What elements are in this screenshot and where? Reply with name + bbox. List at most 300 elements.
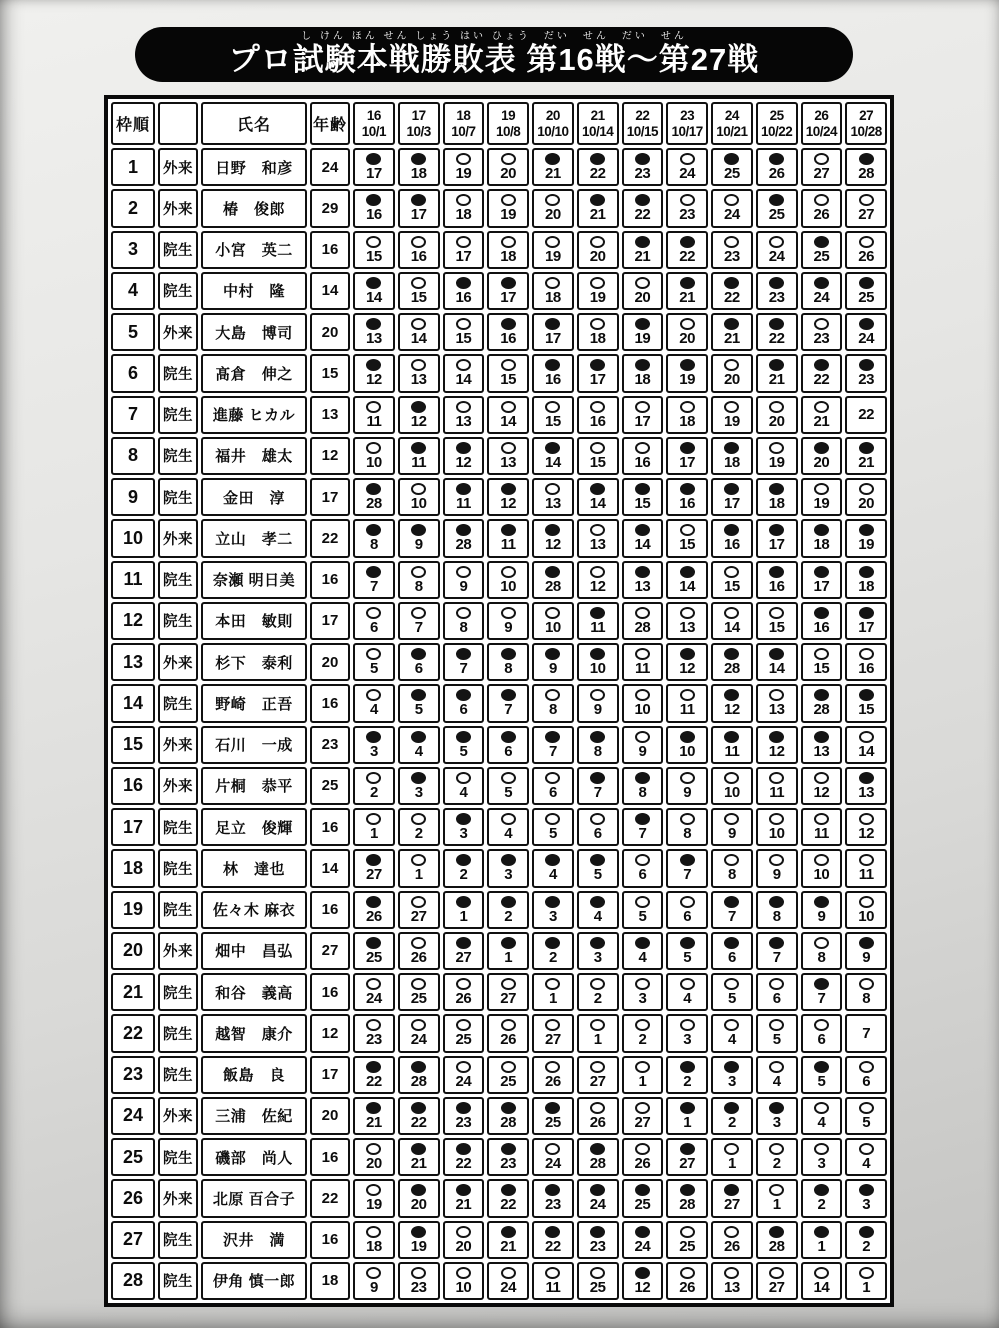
result-cell	[845, 808, 887, 846]
filled-circle-icon	[366, 483, 381, 495]
opponent-number: 17	[768, 536, 785, 554]
filled-circle-icon	[590, 896, 605, 908]
game-number: 24	[724, 108, 739, 124]
result-cell	[756, 767, 798, 805]
opponent-number: 18	[634, 371, 651, 389]
opponent-number: 7	[862, 1024, 871, 1042]
opponent-number: 18	[366, 1237, 382, 1255]
opponent-number: 10	[634, 701, 651, 719]
filled-circle-icon	[635, 483, 650, 495]
opponent-number: 17	[455, 247, 472, 265]
opponent-number: 23	[858, 371, 874, 389]
status-cell: 外来	[158, 1097, 198, 1135]
result-cell	[532, 478, 574, 516]
opponent-number: 6	[459, 701, 468, 719]
opponent-number: 14	[634, 536, 651, 554]
name-cell: 進藤 ヒカル	[201, 396, 307, 434]
result-cell	[845, 519, 887, 557]
opponent-number: 23	[500, 1155, 516, 1173]
opponent-number: 4	[772, 1072, 781, 1090]
result-cell	[666, 932, 708, 970]
result-cell	[801, 808, 843, 846]
opponent-number: 26	[679, 1278, 695, 1296]
result-cell	[577, 684, 619, 722]
rank-cell: 15	[111, 726, 155, 764]
result-cell	[577, 396, 619, 434]
rank-cell: 4	[111, 272, 155, 310]
result-cell	[666, 767, 708, 805]
opponent-number: 21	[366, 1113, 382, 1131]
opponent-number: 20	[455, 1237, 472, 1255]
result-cell	[487, 1014, 529, 1052]
open-circle-icon	[366, 813, 381, 825]
opponent-number: 19	[679, 371, 695, 389]
age-cell: 15	[310, 354, 350, 392]
result-cell	[353, 1097, 395, 1135]
result-cell	[398, 478, 440, 516]
open-circle-icon	[590, 1019, 605, 1031]
result-cell	[353, 437, 395, 475]
opponent-number: 3	[683, 1031, 692, 1049]
opponent-number: 2	[504, 907, 513, 925]
result-cell	[756, 1179, 798, 1217]
result-cell	[711, 1014, 753, 1052]
opponent-number: 27	[679, 1155, 695, 1173]
filled-circle-icon	[859, 153, 874, 165]
result-cell	[532, 973, 574, 1011]
result-cell	[532, 643, 574, 681]
opponent-number: 19	[410, 1237, 427, 1255]
opponent-number: 28	[410, 1072, 427, 1090]
opponent-number: 12	[679, 660, 695, 678]
filled-circle-icon	[456, 1184, 471, 1196]
filled-circle-icon	[635, 1267, 650, 1279]
open-circle-icon	[635, 854, 650, 866]
opponent-number: 21	[410, 1155, 427, 1173]
opponent-number: 21	[545, 165, 561, 183]
result-cell	[398, 1014, 440, 1052]
result-cell	[487, 396, 529, 434]
game-number: 20	[545, 108, 560, 124]
open-circle-icon	[680, 772, 695, 784]
age-cell: 16	[310, 808, 350, 846]
result-cell	[666, 891, 708, 929]
open-circle-icon	[814, 401, 829, 413]
result-cell	[532, 231, 574, 269]
filled-circle-icon	[769, 277, 784, 289]
result-cell	[487, 189, 529, 227]
opponent-number: 22	[500, 1196, 516, 1214]
opponent-number: 10	[858, 907, 874, 925]
rank-cell: 26	[111, 1179, 155, 1217]
result-cell	[443, 1221, 485, 1259]
result-cell	[398, 561, 440, 599]
filled-circle-icon	[680, 1061, 695, 1073]
opponent-number: 9	[593, 701, 602, 719]
result-cell	[845, 1221, 887, 1259]
open-circle-icon	[501, 772, 516, 784]
result-cell	[801, 932, 843, 970]
result-cell	[666, 354, 708, 392]
open-circle-icon	[411, 854, 426, 866]
age-cell: 17	[310, 478, 350, 516]
result-cell	[666, 973, 708, 1011]
result-cell	[577, 602, 619, 640]
status-cell: 院生	[158, 272, 198, 310]
result-cell	[443, 808, 485, 846]
opponent-number: 9	[504, 618, 513, 636]
open-circle-icon	[769, 1267, 784, 1279]
opponent-number: 13	[858, 783, 874, 801]
open-circle-icon	[814, 648, 829, 660]
filled-circle-icon	[366, 524, 381, 536]
result-cell	[801, 1138, 843, 1176]
opponent-number: 19	[858, 536, 874, 554]
filled-circle-icon	[545, 1102, 560, 1114]
title-furigana: し けん ほん せん しょう はい ひょう だい せん だい せん	[301, 31, 687, 43]
open-circle-icon	[769, 978, 784, 990]
result-cell	[398, 602, 440, 640]
result-cell	[577, 1262, 619, 1300]
opponent-number: 8	[369, 536, 378, 554]
result-cell	[443, 973, 485, 1011]
opponent-number: 28	[813, 701, 830, 719]
result-cell	[622, 189, 664, 227]
game-number: 26	[814, 108, 829, 124]
result-cell	[845, 272, 887, 310]
opponent-number: 7	[548, 742, 557, 760]
opponent-number: 12	[724, 701, 740, 719]
result-cell	[756, 189, 798, 227]
filled-circle-icon	[859, 524, 874, 536]
result-cell	[443, 602, 485, 640]
name-cell: 磯部 尚人	[201, 1138, 307, 1176]
filled-circle-icon	[590, 648, 605, 660]
status-cell: 院生	[158, 1138, 198, 1176]
open-circle-icon	[411, 896, 426, 908]
header-game	[532, 102, 574, 145]
result-cell	[756, 1056, 798, 1094]
status-cell: 外来	[158, 148, 198, 186]
result-cell	[532, 1262, 574, 1300]
opponent-number: 4	[727, 1031, 736, 1049]
open-circle-icon	[545, 772, 560, 784]
opponent-number: 26	[768, 165, 785, 183]
rank-cell: 12	[111, 602, 155, 640]
result-cell	[666, 478, 708, 516]
opponent-number: 11	[500, 536, 516, 554]
opponent-number: 24	[500, 1278, 516, 1296]
opponent-number: 1	[862, 1278, 871, 1296]
status-cell: 外来	[158, 313, 198, 351]
name-cell: 髙倉 伸之	[201, 354, 307, 392]
open-circle-icon	[590, 566, 605, 578]
age-cell: 29	[310, 189, 350, 227]
opponent-number: 4	[593, 907, 602, 925]
opponent-number: 19	[545, 247, 561, 265]
opponent-number: 17	[589, 371, 606, 389]
header-game	[845, 102, 887, 145]
open-circle-icon	[724, 236, 739, 248]
open-circle-icon	[635, 978, 650, 990]
result-cell	[801, 1221, 843, 1259]
rank-cell: 20	[111, 932, 155, 970]
open-circle-icon	[456, 359, 471, 371]
status-cell: 院生	[158, 684, 198, 722]
result-cell	[756, 849, 798, 887]
filled-circle-icon	[769, 937, 784, 949]
filled-circle-icon	[635, 359, 650, 371]
result-cell	[622, 272, 664, 310]
opponent-number: 5	[817, 1072, 826, 1090]
opponent-number: 18	[858, 577, 874, 595]
open-circle-icon	[680, 689, 695, 701]
result-cell	[711, 1097, 753, 1135]
result-cell	[353, 726, 395, 764]
opponent-number: 14	[858, 742, 874, 760]
open-circle-icon	[456, 566, 471, 578]
result-cell	[353, 478, 395, 516]
name-cell: 奈瀬 明日美	[201, 561, 307, 599]
status-cell: 院生	[158, 354, 198, 392]
opponent-number: 16	[500, 330, 516, 348]
opponent-number: 14	[768, 660, 785, 678]
open-circle-icon	[859, 648, 874, 660]
filled-circle-icon	[680, 1102, 695, 1114]
result-cell	[801, 1056, 843, 1094]
result-cell	[711, 767, 753, 805]
result-cell	[666, 561, 708, 599]
open-circle-icon	[635, 1019, 650, 1031]
result-cell	[577, 231, 619, 269]
result-cell	[622, 437, 664, 475]
opponent-number: 24	[679, 165, 695, 183]
age-cell: 12	[310, 1014, 350, 1052]
result-cell	[845, 231, 887, 269]
opponent-number: 19	[455, 165, 472, 183]
filled-circle-icon	[545, 318, 560, 330]
opponent-number: 4	[817, 1113, 826, 1131]
opponent-number: 17	[858, 618, 874, 636]
result-cell	[532, 519, 574, 557]
result-cell	[622, 1221, 664, 1259]
opponent-number: 25	[858, 288, 874, 306]
header-status	[158, 102, 198, 145]
opponent-number: 13	[455, 412, 472, 430]
result-cell	[801, 519, 843, 557]
result-cell	[711, 602, 753, 640]
result-cell	[801, 1179, 843, 1217]
filled-circle-icon	[859, 689, 874, 701]
open-circle-icon	[501, 566, 516, 578]
opponent-number: 20	[813, 453, 830, 471]
game-number: 17	[411, 108, 426, 124]
result-cell	[845, 396, 887, 434]
result-cell	[845, 767, 887, 805]
open-circle-icon	[545, 1019, 560, 1031]
name-cell: 伊角 慎一郎	[201, 1262, 307, 1300]
result-cell	[577, 1014, 619, 1052]
opponent-number: 1	[369, 825, 378, 843]
opponent-number: 2	[414, 825, 423, 843]
filled-circle-icon	[456, 854, 471, 866]
name-cell: 杉下 泰利	[201, 643, 307, 681]
game-number: 25	[769, 108, 784, 124]
rank-cell: 14	[111, 684, 155, 722]
opponent-number: 3	[548, 907, 557, 925]
result-cell	[487, 1138, 529, 1176]
result-cell	[398, 849, 440, 887]
opponent-number: 12	[634, 1278, 651, 1296]
open-circle-icon	[501, 359, 516, 371]
open-circle-icon	[366, 1267, 381, 1279]
open-circle-icon	[769, 607, 784, 619]
opponent-number: 13	[366, 330, 382, 348]
filled-circle-icon	[545, 937, 560, 949]
filled-circle-icon	[814, 1226, 829, 1238]
name-cell: 北原 百合子	[201, 1179, 307, 1217]
result-cell	[756, 396, 798, 434]
result-cell	[622, 519, 664, 557]
result-cell	[666, 1138, 708, 1176]
result-cell	[577, 932, 619, 970]
opponent-number: 25	[634, 1196, 651, 1214]
open-circle-icon	[814, 1267, 829, 1279]
opponent-number: 22	[858, 406, 874, 424]
opponent-number: 28	[500, 1113, 516, 1131]
open-circle-icon	[366, 772, 381, 784]
result-cell	[577, 973, 619, 1011]
filled-circle-icon	[859, 937, 874, 949]
result-cell	[353, 849, 395, 887]
filled-circle-icon	[411, 648, 426, 660]
result-cell	[577, 1056, 619, 1094]
filled-circle-icon	[366, 731, 381, 743]
result-cell	[398, 519, 440, 557]
result-cell	[353, 354, 395, 392]
open-circle-icon	[456, 1061, 471, 1073]
filled-circle-icon	[724, 483, 739, 495]
filled-circle-icon	[635, 1226, 650, 1238]
age-cell: 25	[310, 767, 350, 805]
opponent-number: 16	[634, 453, 651, 471]
filled-circle-icon	[456, 1143, 471, 1155]
opponent-number: 22	[813, 371, 830, 389]
opponent-number: 3	[414, 783, 423, 801]
result-cell	[443, 231, 485, 269]
result-cell	[532, 189, 574, 227]
rank-cell: 16	[111, 767, 155, 805]
opponent-number: 11	[724, 742, 740, 760]
opponent-number: 10	[813, 866, 830, 884]
filled-circle-icon	[366, 896, 381, 908]
result-cell	[801, 189, 843, 227]
result-cell	[487, 973, 529, 1011]
opponent-number: 25	[679, 1237, 695, 1255]
result-cell	[353, 1221, 395, 1259]
open-circle-icon	[635, 1143, 650, 1155]
opponent-number: 20	[679, 330, 695, 348]
opponent-number: 21	[589, 206, 606, 224]
open-circle-icon	[545, 236, 560, 248]
opponent-number: 11	[545, 1278, 561, 1296]
filled-circle-icon	[456, 442, 471, 454]
result-cell	[577, 891, 619, 929]
result-cell	[711, 726, 753, 764]
filled-circle-icon	[769, 896, 784, 908]
filled-circle-icon	[411, 401, 426, 413]
open-circle-icon	[501, 978, 516, 990]
filled-circle-icon	[411, 194, 426, 206]
filled-circle-icon	[501, 896, 516, 908]
open-circle-icon	[635, 401, 650, 413]
open-circle-icon	[814, 194, 829, 206]
opponent-number: 20	[366, 1155, 382, 1173]
opponent-number: 9	[862, 948, 871, 966]
opponent-number: 14	[455, 371, 472, 389]
open-circle-icon	[859, 483, 874, 495]
open-circle-icon	[680, 524, 695, 536]
filled-circle-icon	[590, 772, 605, 784]
game-date: 10/3	[406, 123, 431, 139]
result-cell	[756, 1014, 798, 1052]
opponent-number: 6	[593, 825, 602, 843]
status-cell: 院生	[158, 478, 198, 516]
filled-circle-icon	[456, 1102, 471, 1114]
open-circle-icon	[456, 607, 471, 619]
result-cell	[487, 148, 529, 186]
filled-circle-icon	[545, 648, 560, 660]
rank-cell: 8	[111, 437, 155, 475]
result-cell	[577, 519, 619, 557]
filled-circle-icon	[814, 607, 829, 619]
opponent-number: 27	[724, 1196, 740, 1214]
opponent-number: 15	[500, 371, 516, 389]
open-circle-icon	[590, 813, 605, 825]
opponent-number: 7	[772, 948, 781, 966]
filled-circle-icon	[814, 524, 829, 536]
open-circle-icon	[366, 442, 381, 454]
result-cell	[353, 313, 395, 351]
opponent-number: 27	[634, 1113, 651, 1131]
opponent-number: 8	[817, 948, 826, 966]
filled-circle-icon	[411, 1226, 426, 1238]
opponent-number: 5	[414, 701, 423, 719]
open-circle-icon	[545, 277, 560, 289]
opponent-number: 25	[545, 1113, 561, 1131]
open-circle-icon	[724, 607, 739, 619]
result-cell	[622, 602, 664, 640]
result-cell	[398, 272, 440, 310]
filled-circle-icon	[545, 566, 560, 578]
result-cell	[487, 726, 529, 764]
result-cell	[756, 891, 798, 929]
opponent-number: 26	[455, 990, 472, 1008]
result-cell	[487, 1221, 529, 1259]
filled-circle-icon	[411, 1061, 426, 1073]
result-cell	[353, 767, 395, 805]
result-cell	[801, 313, 843, 351]
opponent-number: 18	[455, 206, 472, 224]
result-cell	[443, 354, 485, 392]
result-cell	[532, 1056, 574, 1094]
filled-circle-icon	[545, 524, 560, 536]
status-cell: 院生	[158, 1221, 198, 1259]
opponent-number: 4	[683, 990, 692, 1008]
filled-circle-icon	[680, 1184, 695, 1196]
open-circle-icon	[724, 1226, 739, 1238]
opponent-number: 19	[724, 412, 740, 430]
